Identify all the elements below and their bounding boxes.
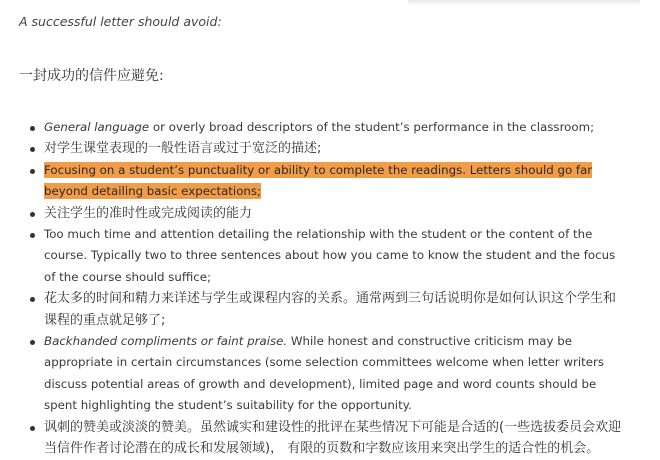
item-text: or overly broad descriptors of the student’s performance in the classroom; (149, 120, 595, 134)
item-text: 讽刺的赞美或淡淡的赞美。虽然诚实和建设性的批评在某些情况下可能是合适的(一些选拔委员会欢迎当信件作者讨论潜在的成长和发展领域)， 有限的页数和字数应该用来突出学生的适合性的机会。 (44, 419, 622, 457)
list-item-backhanded (27, 331, 627, 417)
top-edge-shadow (408, 0, 640, 6)
list-item-relationship-zh (27, 288, 627, 331)
item-lead: General language (44, 120, 150, 134)
list-item-punctuality (27, 160, 627, 203)
list-item-relationship (27, 224, 627, 288)
item-text: While honest and constructive criticism may be appropriate in certain circumstances (some selection committees welcome when letter writers discuss potential areas of growth and development), limited page and word counts should be spent highlighting the student’s suitability for the opportunity. (44, 334, 605, 413)
avoid-list (27, 117, 627, 460)
intro-chinese: 一封成功的信件应避免: (19, 68, 164, 84)
item-lead: Backhanded compliments or faint praise. (44, 334, 288, 349)
list-item-punctuality-zh (27, 203, 627, 224)
item-text: 对学生课堂表现的一般性语言或过于宽泛的描述; (44, 141, 322, 157)
list-item-general-language-zh (27, 138, 627, 159)
item-text: Too much time and attention detailing the relationship with the student or the content of the course. Typically two to three sentences about how you came to know the student and the focus of the course should suffice; (44, 227, 616, 284)
item-text: 花太多的时间和精力来详述与学生或课程内容的关系。通常两到三句话说明你是如何认识这个学生和课程的重点就足够了; (44, 291, 617, 328)
list-item-general-language (27, 117, 627, 138)
intro-english: A successful letter should avoid: (19, 14, 222, 29)
highlighted-text[interactable]: Focusing on a student’s punctuality or ability to complete the readings. Letters should go far beyond detailing basic expectations; (44, 162, 593, 199)
list-item-backhanded-zh (27, 417, 627, 460)
item-text: 关注学生的准时性或完成阅读的能力 (44, 205, 253, 221)
